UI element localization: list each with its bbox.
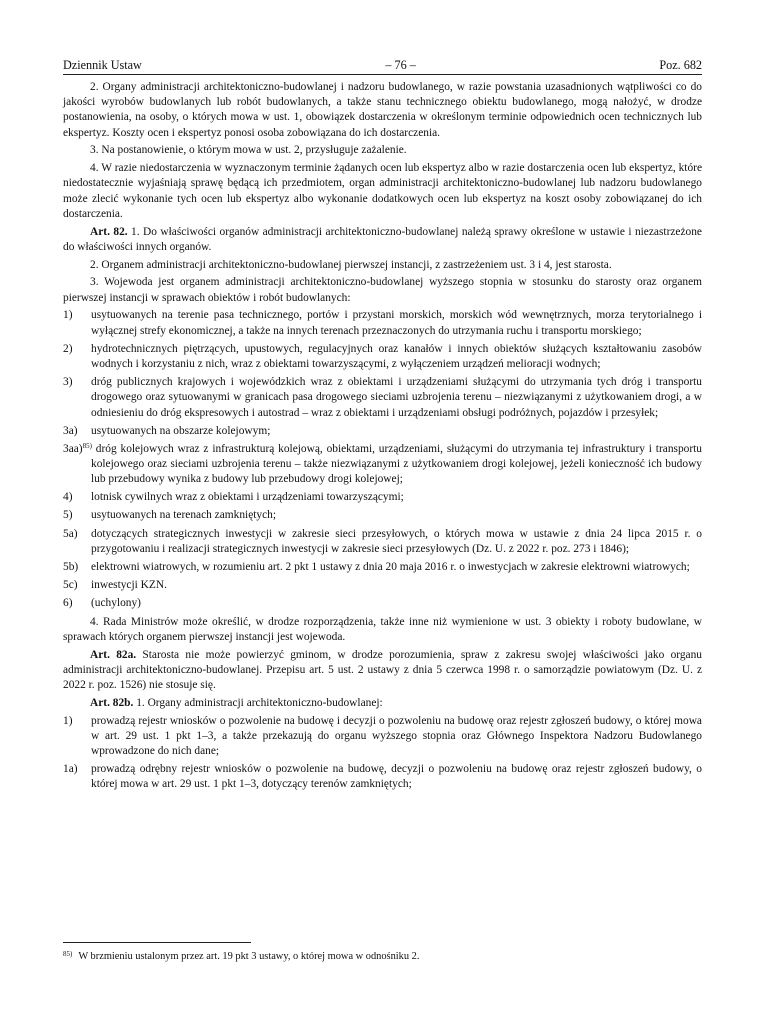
paragraph: 4. W razie niedostarczenia w wyznaczonym terminie żądanych ocen lub ekspertyz albo w razie dostarczenia ocen lub ekspertyz, które niedostatecznie wyjaśniają sprawę będącą ich przedmiotem, organ administracji architektoniczno-budowlanej lub nadzoru budowlanego może zlecić wykonanie tych ocen lub ekspertyz albo wykonanie dodatkowych ocen lub ekspertyz na koszt osoby zobowiązanej do ich dostarczenia. (63, 162, 702, 220)
paragraph: 2. Organy administracji architektoniczno-budowlanej i nadzoru budowlanego, w razie powstania uzasadnionych wątpliwości co do jakości wyrobów budowlanych lub robót budowlanych, a także stanu technicznego obiektu budowlanego, mogą nałożyć, w drodze postanowienia, na osoby, o których mowa w ust. 1, obowiązek dostarczenia w określonym terminie odpowiednich ocen technicznych lub ekspertyz. Koszty ocen i ekspertyz ponosi osoba zobowiązana do ich dostarczenia. (63, 81, 702, 139)
list-item-number: 3a) (63, 424, 78, 437)
list-item (63, 762, 702, 792)
list-item-text: usytuowanych na terenie pasa technicznego, portów i przystani morskich, morskich wód wewnętrznych, morza terytorialnego i wyłącznej strefy ekonomicznej, a także na innych terenach przeznaczonych do utrzymania ruchu i transportu morskiego; (91, 309, 702, 337)
list-item (63, 527, 702, 557)
list-item-text: hydrotechnicznych piętrzących, upustowych, regulacyjnych oraz kanałów i innych obiektów służących kształtowaniu zasobów wodnych i korzystaniu z nich, wraz z obiektami towarzyszącymi, z wyłączeniem urządzeń melioracji wodnych; (91, 342, 702, 371)
list-item-number: 5a) (63, 527, 78, 540)
list-item-text: dotyczących strategicznych inwestycji w zakresie sieci przesyłowych, o których mowa w ustawie z dnia 24 lipca 2015 r. o przygotowaniu i realizacji strategicznych inwestycji w zakresie sieci przesyłowych (Dz. U. z 2022 r. poz. 273 i 1846); (91, 527, 702, 555)
paragraph: 2. Organem administracji architektoniczno-budowlanej pierwszej instancji, z zastrzeżeniem ust. 3 i 4, jest starosta. (90, 258, 612, 271)
header-rule (63, 74, 702, 75)
article-heading: Art. 82a. (90, 648, 137, 661)
list-item (63, 578, 702, 593)
list-item-number: 5b) (63, 561, 79, 574)
footnote-mark: 85) (63, 950, 73, 958)
article-paragraph (63, 225, 702, 255)
article-heading: Art. 82b. (90, 696, 134, 709)
article-text: 1. Organy administracji architektoniczno-budowlanej: (133, 696, 383, 709)
paragraph: 3. Na postanowienie, o którym mowa w ust. 2, przysługuje zażalenie. (90, 144, 407, 157)
footnote-text: W brzmieniu ustalonym przez art. 19 pkt 3 ustawy, o której mowa w odnośniku 2. (78, 951, 420, 962)
list-item (63, 508, 702, 523)
article-text: 1. Do właściwości organów administracji architektoniczno-budowlanej należą sprawy określone w ustawie i niezastrzeżone do właściwości innych organów. (63, 225, 702, 253)
list-item-text: prowadzą rejestr wniosków o pozwolenie na budowę i decyzji o pozwoleniu na budowę oraz rejestr zgłoszeń budowy, o której mowa w art. 29 ust. 1 pkt 1–3, a także przekazują do organu wyższego stopnia oraz Głównego Inspektora Nadzoru Budowlanego wprowadzone do nich dane; (91, 714, 702, 758)
article-heading: Art. 82. (90, 225, 128, 238)
list-item-number: 1) (63, 309, 73, 322)
list-item-text: usytuowanych na obszarze kolejowym; (91, 424, 271, 437)
article-paragraph (63, 648, 702, 694)
footnote-reference: 85) (82, 442, 92, 451)
list-item (63, 442, 702, 488)
paragraph: 3. Wojewoda jest organem administracji architektoniczno-budowlanej wyższego stopnia w stosunku do starosty oraz organem pierwszej instancji w sprawach obiektów i robót budowlanych: (63, 276, 702, 304)
position-number: Poz. 682 (659, 58, 702, 72)
list-item-number: 3aa) (63, 443, 83, 456)
article-text: Starosta nie może powierzyć gminom, w drodze porozumienia, spraw z zakresu swojej właściwości jako organu administracji architektoniczno-budowlanej. Przepisu art. 5 ust. 2 ustawy z dnia 5 czerwca 1998 r. o samorządzie powiatowym (Dz. U. z 2022 r. poz. 1526) nie stosuje się. (63, 648, 702, 692)
list-item-number: 4) (63, 491, 73, 504)
list-item-text: lotnisk cywilnych wraz z obiektami i urządzeniami towarzyszącymi; (91, 491, 404, 504)
list-item-text: dróg publicznych krajowych i wojewódzkich wraz z obiektami i urządzeniami służącymi do utrzymania tych dróg i transportu drogowego oraz sytuowanymi w granicach pasa drogowego sieciami uzbrojenia terenu – niezwiązanymi z użytkowaniem drogi, a w odniesieniu do dróg ekspresowych i autostrad – wraz z obiektami i urządzeniami obsługi podróżnych, pojazdów i przesyłek; (91, 376, 702, 419)
page-header (63, 58, 702, 72)
page-number: – 76 – (385, 58, 416, 72)
list-item-number: 1a) (63, 763, 78, 776)
footnote (63, 948, 702, 963)
footnote-rule (63, 942, 251, 943)
article-paragraph (63, 696, 702, 711)
list-item (63, 560, 702, 575)
paragraph: 4. Rada Ministrów może określić, w drodze rozporządzenia, także inne niż wymienione w ust. 3 obiekty i roboty budowlane, w sprawach których organem pierwszej instancji jest wojewoda. (63, 615, 702, 643)
list-item-number: 1) (63, 714, 73, 727)
list-item (63, 424, 702, 439)
list-item (63, 714, 702, 760)
list-item-number: 5c) (63, 579, 78, 592)
list-item-text: inwestycji KZN. (91, 579, 167, 592)
list-item-text: dróg kolejowych wraz z infrastrukturą kolejową, obiektami, urządzeniami, służącymi do utrzymania tej infrastruktury i transportu kolejowego oraz sieciami uzbrojenia terenu – także niezwiązanymi z użytkowaniem drogi kolejowej, jeżeli konieczność ich budowy lub przebudowy wynika z budowy lub przebudowy drogi kolejowej; (91, 443, 702, 486)
list-item-text: prowadzą odrębny rejestr wniosków o pozwolenie na budowę, decyzji o pozwoleniu na budowę oraz rejestr zgłoszeń budowy, o której mowa w art. 29 ust. 1 pkt 1–3, dotyczący terenów zamkniętych; (91, 763, 702, 791)
list-item-number: 2) (63, 342, 73, 355)
list-item (63, 596, 702, 611)
list-item-text: (uchylony) (91, 597, 141, 610)
list-item-text: usytuowanych na terenach zamkniętych; (91, 509, 277, 522)
list-item (63, 375, 702, 421)
list-item (63, 308, 702, 338)
document-body (63, 80, 702, 796)
list-item-text: elektrowni wiatrowych, w rozumieniu art. 2 pkt 1 ustawy z dnia 20 maja 2016 r. o inwestycjach w zakresie elektrowni wiatrowych; (91, 561, 690, 574)
list-item (63, 490, 702, 505)
list-item (63, 342, 702, 372)
list-item-number: 3) (63, 376, 73, 389)
list-item-number: 5) (63, 509, 73, 522)
journal-title: Dziennik Ustaw (63, 58, 142, 72)
list-item-number: 6) (63, 597, 73, 610)
